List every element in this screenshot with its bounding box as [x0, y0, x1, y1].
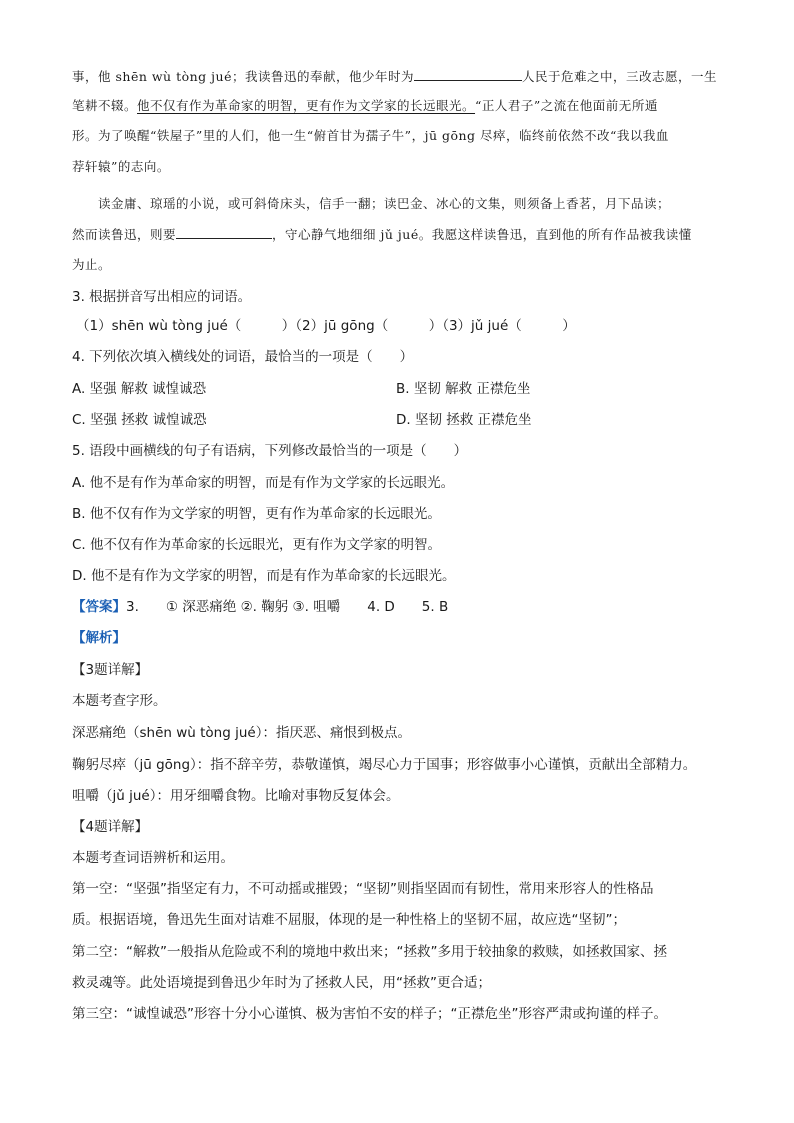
analysis-paragraph: 本题考查词语辨析和运用。 — [72, 850, 234, 866]
passage-line-4: 荐轩辕”的志向。 — [72, 159, 170, 174]
passage-text: 人民于危难之中，三改志愿，一生 — [521, 69, 717, 84]
passage-text: 笔耕不辍。 — [72, 98, 138, 113]
question-4: 4. 下列依次填入横线处的词语，最恰当的一项是（ ） — [72, 349, 414, 365]
q5-option-d: D. 他不是有作为文学家的明智，而是有作为革命家的长远眼光。 — [72, 568, 456, 584]
question-5: 5. 语段中画横线的句子有语病，下列修改最恰当的一项是（ ） — [72, 443, 468, 459]
underlined-sentence: 他不仅有作为革命家的明智，更有作为文学家的长远眼光。 — [137, 98, 476, 113]
passage-text: 然而读鲁迅，则要 — [72, 227, 177, 242]
q4-option-a: A. 坚强 解救 诚惶诚恐 — [72, 381, 207, 397]
analysis-paragraph: 第一空：“坚强”指坚定有力，不可动摇或摧毁；“坚韧”则指坚固而有韧性，常用来形容人的性格品 — [72, 881, 654, 897]
analysis-paragraph: 深恶痛绝（shēn wù tòng jué）：指厌恶、痛恨到极点。 — [72, 725, 411, 741]
answer-line — [72, 597, 448, 617]
q4-option-b: B. 坚韧 解救 正襟危坐 — [396, 381, 531, 397]
q5-option-c: C. 他不仅有作为革命家的长远眼光，更有作为文学家的明智。 — [72, 537, 442, 553]
passage-line-3: 形。为了唤醒“铁屋子”里的人们，他一生“俯首甘为孺子牛”，jū gōng 尽瘁，临终前依然不改“我以我血 — [72, 128, 669, 143]
fill-blank — [176, 224, 272, 239]
section-heading-q4: 【4题详解】 — [72, 819, 149, 835]
answer-text: 3. ① 深恶痛绝 ②. 鞠躬 ③. 咀嚼 4. D 5. B — [126, 599, 449, 615]
analysis-paragraph: 第二空：“解救”一般指从危险或不利的境地中救出来；“拯救”多用于较抽象的救赎，如拯救国家、拯 — [72, 944, 667, 960]
analysis-paragraph: 鞠躬尽瘁（jū gōng）：指不辞辛劳，恭敬谨慎，竭尽心力于国事；形容做事小心谨慎，贡献出全部精力。 — [72, 757, 697, 773]
passage-text: “正人君子”之流在他面前无所遁 — [475, 98, 658, 113]
q5-option-a: A. 他不是有作为革命家的明智，而是有作为文学家的长远眼光。 — [72, 475, 455, 491]
analysis-paragraph: 第三空：“诚惶诚恐”形容十分小心谨慎、极为害怕不安的样子；“正襟危坐”形容严肃或拘谨的样子。 — [72, 1006, 667, 1022]
passage-line-6 — [72, 224, 692, 245]
question-3: 3. 根据拼音写出相应的词语。 — [72, 289, 252, 305]
q5-option-b: B. 他不仅有作为文学家的明智，更有作为革命家的长远眼光。 — [72, 506, 441, 522]
analysis-paragraph: 本题考查字形。 — [72, 693, 167, 709]
passage-text: 事，他 shēn wù tòng jué；我读鲁迅的奉献，他少年时为 — [72, 69, 414, 84]
passage-line-7: 为止。 — [72, 257, 112, 272]
passage-text: ，守心静气地细细 jǔ jué。我愿这样读鲁迅，直到他的所有作品被我读懂 — [272, 227, 692, 242]
question-3-subitems: （1）shēn wù tòng jué（ ）（2）jū gōng（ ）（3）jǔ jué（ ） — [76, 318, 576, 334]
analysis-tag: 【解析】 — [72, 630, 126, 646]
answer-tag: 【答案】 — [72, 599, 126, 615]
q4-option-c: C. 坚强 拯救 诚惶诚恐 — [72, 412, 207, 428]
fill-blank — [414, 66, 522, 81]
analysis-paragraph: 救灵魂等。此处语境提到鲁迅少年时为了拯救人民，用“拯救”更合适； — [72, 975, 491, 991]
passage-line-5: 读金庸、琼瑶的小说，或可斜倚床头，信手一翻；读巴金、冰心的文集，则须备上香茗，月下品读； — [98, 196, 671, 211]
analysis-paragraph: 质。根据语境，鲁迅先生面对诘难不屈服，体现的是一种性格上的坚韧不屈，故应选“坚韧”； — [72, 912, 626, 928]
section-heading-q3: 【3题详解】 — [72, 662, 149, 678]
analysis-paragraph: 咀嚼（jǔ jué）：用牙细嚼食物。比喻对事物反复体会。 — [72, 788, 400, 804]
passage-line-1 — [72, 66, 717, 87]
q4-option-d: D. 坚韧 拯救 正襟危坐 — [396, 412, 532, 428]
passage-line-2 — [72, 96, 658, 116]
